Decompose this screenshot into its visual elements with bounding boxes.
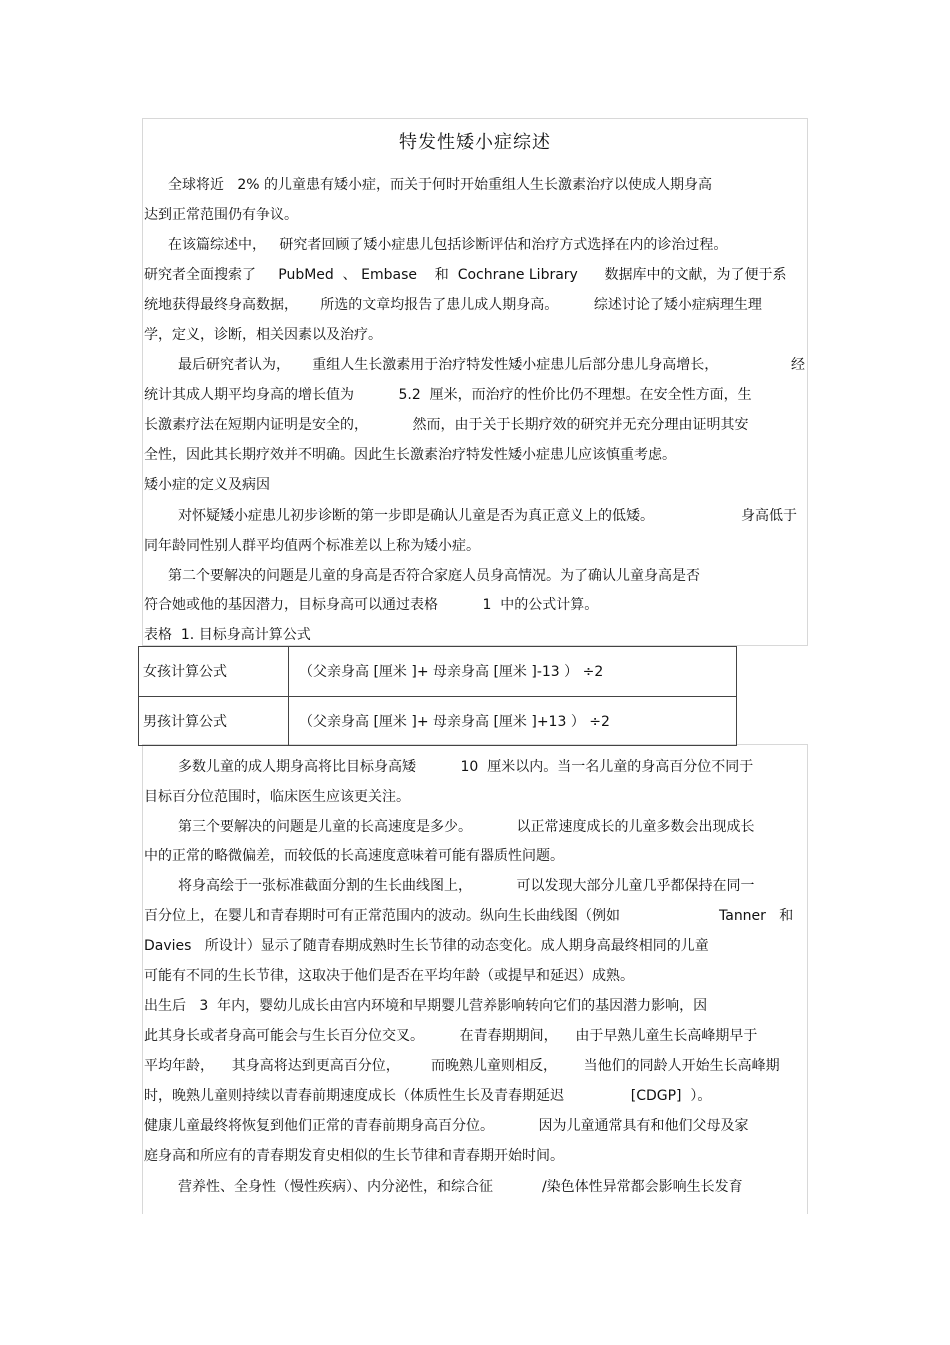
paragraph-line: 多数儿童的成人期身高将比目标身高矮 10 厘米以内。当一名儿童的身高百分位不同于 xyxy=(178,759,754,775)
paragraph-line: 将身高绘于一张标准截面分割的生长曲线图上， 可以发现大部分儿童几乎都保持在同一 xyxy=(178,878,755,894)
target-height-table xyxy=(138,646,737,746)
paragraph-line: 平均年龄， 其身高将达到更高百分位， 而晚熟儿童则相反， 当他们的同龄人开始生长高峰期 xyxy=(144,1058,780,1074)
paragraph-line: 目标百分位范围时，临床医生应该更关注。 xyxy=(144,789,410,805)
paragraph-line: Tanner 和 xyxy=(719,908,794,924)
paragraph-line: 达到正常范围仍有争议。 xyxy=(144,207,298,223)
paragraph-line: 第三个要解决的问题是儿童的长高速度是多少。 以正常速度成长的儿童多数会出现成长 xyxy=(178,819,755,835)
paragraph-line: 在该篇综述中， 研究者回顾了矮小症患儿包括诊断评估和治疗方式选择在内的诊治过程。 xyxy=(168,237,728,253)
paragraph-line: 统计其成人期平均身高的增长值为 5.2 厘米，而治疗的性价比仍不理想。在安全性方面，生 xyxy=(144,387,752,403)
paragraph-line: 研究者全面搜索了 PubMed 、 Embase 和 Cochrane Library 数据库中的文献，为了便于系 xyxy=(144,267,787,283)
paragraph-line: 百分位上，在婴儿和青春期时可有正常范围内的波动。纵向生长曲线图（例如 xyxy=(144,908,620,924)
paragraph-line: 符合她或他的基因潜力，目标身高可以通过表格 1 中的公式计算。 xyxy=(144,597,599,613)
paragraph-line: 同年龄同性别人群平均值两个标准差以上称为矮小症。 xyxy=(144,538,480,554)
section-heading: 矮小症的定义及病因 xyxy=(144,477,270,493)
table-row xyxy=(139,696,737,746)
paragraph-line: 庭身高和所应有的青春期发育史相似的生长节律和青春期开始时间。 xyxy=(144,1148,564,1164)
paragraph-line: 最后研究者认为， 重组人生长激素用于治疗特发性矮小症患儿后部分患儿身高增长， xyxy=(178,357,719,373)
paragraph-line: 长激素疗法在短期内证明是安全的， 然而，由于关于长期疗效的研究并无充分理由证明其安 xyxy=(144,417,749,433)
table-cell-label: 男孩计算公式 xyxy=(139,696,289,746)
paragraph-line: 全性，因此其长期疗效并不明确。因此生长激素治疗特发性矮小症患儿应该慎重考虑。 xyxy=(144,447,676,463)
paragraph-line: 此其身长或者身高可能会与生长百分位交叉。 在青春期期间， 由于早熟儿童生长高峰期早于 xyxy=(144,1028,758,1044)
paragraph-line: 对怀疑矮小症患儿初步诊断的第一步即是确认儿童是否为真正意义上的低矮。 xyxy=(178,508,654,524)
paragraph-line: 可能有不同的生长节律，这取决于他们是否在平均年龄（或提早和延迟）成熟。 xyxy=(144,968,634,984)
table-row xyxy=(139,647,737,697)
document-title: 特发性矮小症综述 xyxy=(399,132,551,153)
paragraph-line: 身高低于 xyxy=(741,508,797,524)
paragraph-line: Davies 所设计）显示了随青春期成熟时生长节律的动态变化。成人期身高最终相同的儿童 xyxy=(144,938,709,954)
paragraph-line: 第二个要解决的问题是儿童的身高是否符合家庭人员身高情况。为了确认儿童身高是否 xyxy=(168,568,700,584)
paragraph-line: 中的正常的略微偏差，而较低的长高速度意味着可能有器质性问题。 xyxy=(144,848,564,864)
paragraph-line: 时，晚熟儿童则持续以青春前期速度成长（体质性生长及青春期延迟 [CDGP] ）。 xyxy=(144,1088,712,1104)
paragraph-line: 健康儿童最终将恢复到他们正常的青春前期身高百分位。 因为儿童通常具有和他们父母及家 xyxy=(144,1118,749,1134)
table-cell-formula: （父亲身高 [厘米 ]+ 母亲身高 [厘米 ]-13 ） ÷2 xyxy=(289,647,737,697)
paragraph-line: 营养性、全身性（慢性疾病）、内分泌性，和综合征 /染色体性异常都会影响生长发育 xyxy=(178,1179,743,1195)
paragraph-line: 学，定义，诊断，相关因素以及治疗。 xyxy=(144,327,382,343)
paragraph-line: 经 xyxy=(791,357,805,373)
table-cell-formula: （父亲身高 [厘米 ]+ 母亲身高 [厘米 ]+13 ） ÷2 xyxy=(289,696,737,746)
paragraph-line: 全球将近 2% 的儿童患有矮小症，而关于何时开始重组人生长激素治疗以使成人期身高 xyxy=(168,177,713,193)
paragraph-line: 出生后 3 年内，婴幼儿成长由宫内环境和早期婴儿营养影响转向它们的基因潜力影响，因 xyxy=(144,998,708,1014)
paragraph-line: 统地获得最终身高数据， 所选的文章均报告了患儿成人期身高。 综述讨论了矮小症病理生理 xyxy=(144,297,762,313)
table-cell-label: 女孩计算公式 xyxy=(139,647,289,697)
table-caption: 表格 1. 目标身高计算公式 xyxy=(144,627,311,643)
